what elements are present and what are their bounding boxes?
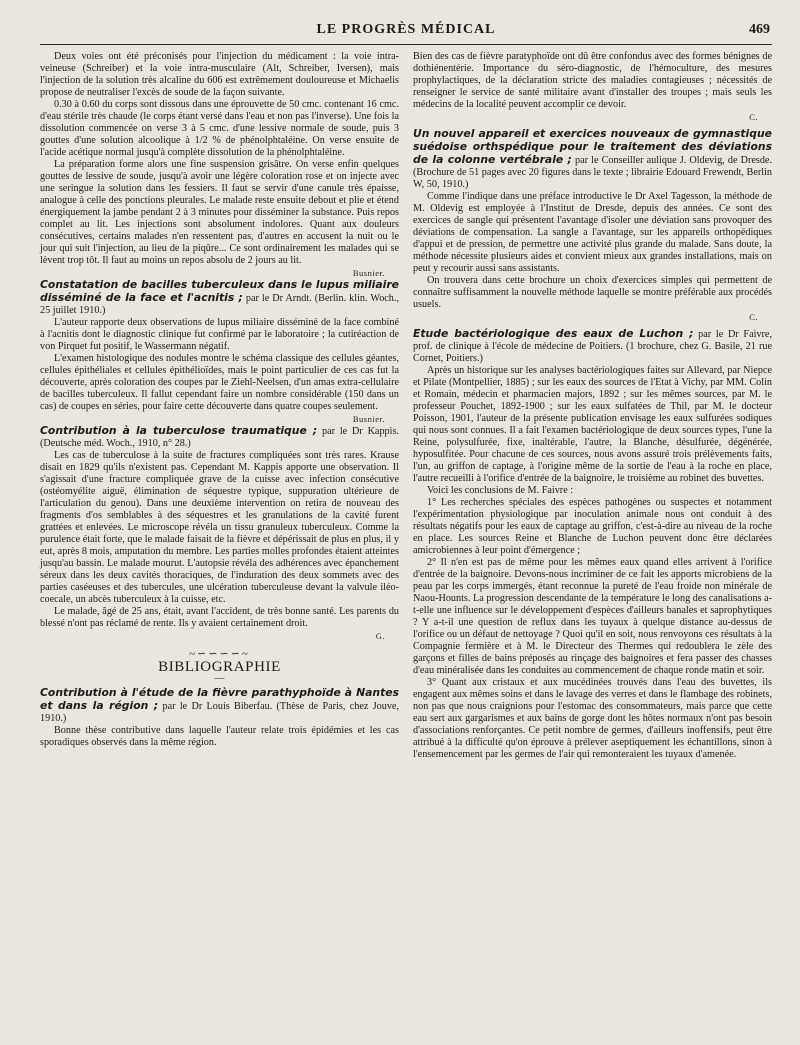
article-reference: par le Dr Faivre, prof. de clinique à l'école de médecine de Poitiers. (1 brochure, chez G. Basile, 21 rue Cornet, Poitiers.)	[413, 329, 773, 364]
paragraph: L'examen histologique des nodules montre le schéma classique des cellules géantes, cellules épithéliales et cellules épithélioïdes, mais le point particulier de ces cas fut la découverte, après coloration des coupes par le Ziehl-Neelsen, d'un amas extra-cellulaire de bacilles tuberculeux. Il fallut cependant faire un nombre considérable (150 dans un cas) de coupes en séries, pour faire cette découverte dans quatre coupes seulement.	[40, 353, 399, 412]
paragraph: Après un historique sur les analyses bactériologiques faites sur Allevard, par Niepce et Pilate (Montpellier, 1885) ; sur les eaux des sources de l'Etat à Vichy, par MM. Colin et Romain, médecin et pharmacien majors, 1892 ; sur les mêmes sources, par M. le professeur Pouchet, 1892-1900 ; sur les eaux sulfatées de Thil, par M. le docteur Poisson, 1901, l'auteur de la présente publication envisage les eaux sulfurées sodiques qui nous sont connues. Il a fait l'examen bactériologique de deux sources types, l'une la Reine, polysulfurée, fixe, inaltérable, l'autre, la Blanche, désulfurée, dégénérée, hyposulfitée. Pour chacune de ces sources, nous avons assuré trois prélèvements faits, l'un, au griffon de captage, à l'origine même de la sortie de l'eau à la roche en place, l'autre recueilli à l'orifice d'entrée de la baignoire, le troisième au robinet des buvettes.	[413, 365, 772, 484]
article-title: Un nouvel appareil et exercices nouveaux de gymnastique suédoise orthspédique pour le traitement des déviations de la colonne vertébrale ;	[413, 127, 772, 166]
author-signature: C.	[749, 112, 758, 122]
article-heading	[413, 128, 772, 191]
article-title: Etude bactériologique des eaux de Luchon ;	[413, 327, 694, 340]
paragraph: 1° Les recherches spéciales des espèces pathogènes ou suspectes et notamment l'expérimentation physiologique par inoculation animale nous ont conduit à des résultats négatifs pour les eaux de captage au griffon, c'est-à-dire au niveau de la roche en place. Les sources Reine et Blanche de Luchon peuvent donc être déclarées amicrobiennes à leur point d'émergence ;	[413, 497, 772, 556]
article-reference: par le Dr Louis Biberfau. (Thèse de Paris, chez Jouve, 1910.)	[40, 701, 400, 724]
author-signature: Busnier.	[352, 268, 385, 278]
paragraph: La préparation forme alors une fine suspension grisâtre. On verse enfin quelques gouttes de lessive de soude, jusqu'à avoir une légère coloration rose et on injecte avec une seringue la solution dans les fessiers. Il faut se servir d'une canule très épaisse, analogue à celle des ponctions pleurales. Le malade reste ensuite debout et plie et étend énergiquement la jambe pendant 2 à 3 minutes pour disséminer la substance. Puis repos complet au lit. Les injections sont absolument indolores. Quant aux douleurs consécutives, certains malades n'en ressentent pas, d'autres en accusent la nuit ou le jour qui suit l'injection, au lieu de la piqûre... Ce sont ordinairement les malades qui se lèvent trop tôt. Il faut au moins un repos absolu de 2 jours au lit.	[40, 159, 399, 266]
running-header	[40, 22, 772, 45]
paragraph: Voici les conclusions de M. Faivre :	[427, 485, 574, 496]
paragraph: Bien des cas de fièvre paratyphoïde ont dû être confondus avec des formes bénignes de dothiénentérie. Importance du séro-diagnostic, de l'hémoculture, des mesures prophylactiques, de la déclaration stricte des maladies contagieuses ; nécessités de renseigner le service de santé militaire avant d'installer des troupes ; mais seuls les médecins de la localité peuvent accomplir ce devoir.	[413, 51, 772, 110]
article-heading	[40, 425, 399, 450]
ornament-rule: ~∽∽∽∽~	[189, 648, 250, 660]
paragraph: L'auteur rapporte deux observations de lupus miliaire disséminé de la face combiné à l'acnitis dont le diagnostic clinique fut confirmé par le laboratoire ; la cutiréaction de von Pirquet fut positif, le Wassermann négatif.	[40, 317, 399, 352]
page-number: 469	[749, 22, 770, 37]
article-reference: par le Dr Kappis. (Deutsche méd. Woch., 1910, n° 28.)	[40, 426, 399, 449]
paragraph: Comme l'indique dans une préface introductive le Dr Axel Tagesson, la méthode de M. Oldevig est employée à l'Institut de Dresde, depuis des années. Ce sont des exercices de sangle qui présentent l'avantage d'isoler une déviation sans provoquer des déviations de compensation. La sangle a l'avantage, sur les appareils orthopédiques d'appui et de pression, de permettre une activité plus grande du malade. Sans doute, la méthode nécessite plusieurs aides et convient mieux aux grandes installations, mais on peut y recourir aussi sans assistants.	[413, 191, 772, 274]
paragraph: Bonne thèse contributive dans laquelle l'auteur relate trois épidémies et les cas sporadiques observés dans la même région.	[40, 725, 399, 748]
article-reference: par le Dr Arndt. (Berlin. klin. Woch., 25 juillet 1910.)	[40, 293, 399, 316]
author-signature: C.	[749, 312, 758, 322]
bibliography-header	[40, 648, 399, 685]
paragraph: Les cas de tuberculose à la suite de fractures compliquées sont très rares. Krause disait en 1829 qu'ils n'existent pas. Cependant M. Kappis apporte une observation. Il s'agissait d'une fracture compliquée grave de la cuisse avec infection consécutive (ostéomyélite aiguë, élimination de séquestre typique, suppuration ultérieure de l'articulation du genou). Dans une deuxième intervention on retira de nouveau des fragments d'os semblables à des séquestres et les granulations de la cavité furent grattées et enlevées. Le microscope révéla un tissu granuleux tuberculeux. Comme la purulence était forte, que le malade faisait de la fièvre et dépérissait de plus en plus, il y eut, après 8 mois, amputation du membre. Les parties molles profondes étaient atteintes jusqu'au bassin. Le malade mourut. L'autopsie révéla des adhérences avec épanchement séreux dans les deux cavités thoraciques, de l'induration des deux sommets avec des parties caséeuses et des tubercules, une ulcération tuberculeuse devant la valvule iléo-coecale, un abcès tuberculeux à la cuisse, etc.	[40, 450, 399, 605]
author-signature: Busnier.	[352, 414, 385, 424]
section-title: BIBLIOGRAPHIE	[158, 659, 281, 675]
article-heading	[40, 687, 399, 725]
article-title: Contribution à la tuberculose traumatique ;	[40, 424, 318, 437]
journal-title: LE PROGRÈS MÉDICAL	[316, 22, 496, 37]
article-heading	[413, 328, 772, 365]
text-columns	[40, 51, 772, 761]
article-heading	[40, 279, 399, 317]
article-title: Constatation de bacilles tuberculeux dans le lupus miliaire disséminé de la face et l'acnitis ;	[40, 278, 399, 304]
paragraph: 3° Quant aux cristaux et aux mucédinées trouvés dans l'eau des buvettes, ils engagent aux mêmes soins et dans le lavage des verres et dans le flambage des robinets, non pas que nous craignions pour l'estomac des consommateurs, mais parce que cette eau sert aux gargarismes et aux bains de gorge dont les hôtes normaux n'ont pas besoin d'associations renforçantes. Ce petit nombre de germes, d'ailleurs inoffensifs, peut être attribué à la difficulté qu'on éprouve à prélever aseptiquement les échantillons, sinon à l'ensemencement par les germes de l'air qui remonteraient les tuyaux d'amenée.	[413, 677, 772, 760]
paragraph: Le malade, âgé de 25 ans, était, avant l'accident, de très bonne santé. Les parents du blessé n'ont pas réclamé de rente. Ils y avaient certainement droit.	[40, 606, 399, 629]
section-dash: —	[214, 673, 225, 684]
paragraph: 0.30 à 0.60 du corps sont dissous dans une éprouvette de 50 cmc. contenant 16 cmc. d'eau stérile très chaude (le corps étant versé dans l'eau et non pas l'inverse). Une fois la dissolution commencée on verse 3 à 5 cmc. d'une lessive normale de soude, puis 3 gouttes d'une solution alcoolique à 1/2 % de phénolphtaléine. On verse ensuite de l'acide acétique normal jusqu'à complète dissolution de la phénolphtaléine.	[40, 99, 399, 158]
paragraph: 2° Il n'en est pas de même pour les mêmes eaux quand elles arrivent à l'orifice d'entrée de la baignoire. Devons-nous incriminer de ce fait les apports microbiens de la peau par les corps immergés, étant reconnue la pureté de l'eau froide non minérale de Naou-Hounts. La progression descendante de la température le long des canalisations a-t-elle une influence sur le développement d'espèces d'ailleurs banales et saprophytiques ? Y a-t-il une question de reflux dans les tuyaux à quelque distance au-dessus de l'orifice ou un défaut de nettoyage ? Quoi qu'il en soit, nous renvoyons ces résultats à la Compagnie fermière et à M. le Directeur des Thermes qui redoublera le zèle des garçons et filles de bains préposés au rinçage des baignoires et fera passer des chasses d'eau minéralisée dans les conduites au commencement de chaque ronde matin et soir.	[413, 557, 772, 676]
author-signature: G.	[375, 631, 385, 641]
article-reference: par le Conseiller aulique J. Oldevig, de Dresde. (Brochure de 51 pages avec 20 figures dans le texte ; librairie Edouard Frewendt, Berlin W, 50, 1910.)	[413, 155, 772, 190]
article-title: Contribution à l'étude de la fièvre parathyphoïde à Nantes et dans la région ;	[40, 686, 399, 712]
paragraph: On trouvera dans cette brochure un choix d'exercices simples qui permettent de connaître suffisamment la nouvelle méthode laquelle se montre préférable aux procédés usuels.	[413, 275, 772, 310]
left-column	[40, 51, 399, 761]
right-column	[413, 51, 772, 761]
paragraph: Deux voies ont été préconisés pour l'injection du médicament : la voie intra-veineuse (Schreiber) et la voie intra-musculaire (Alt, Schreiber, Iversen), mais l'injection de la solution très alcaline du 606 est extrêmement douloureuse et Michaelis propose de neutraliser l'excès de soude de la façon suivante.	[40, 51, 399, 98]
